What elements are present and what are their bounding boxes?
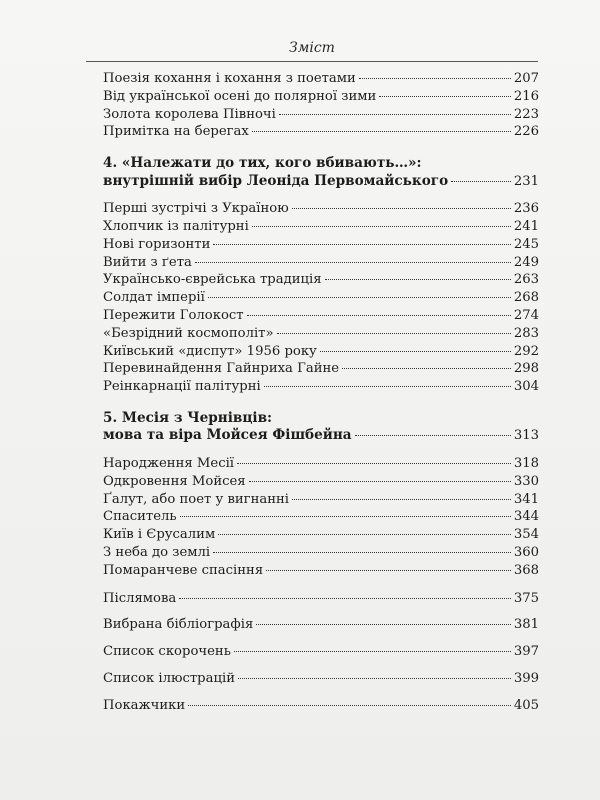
- toc-entry-title: Список скорочень: [103, 644, 231, 660]
- dot-leader: [320, 350, 511, 352]
- dot-leader: [252, 130, 511, 132]
- table-of-contents: [103, 70, 539, 724]
- dot-leader: [234, 650, 511, 652]
- header-rule: [86, 61, 538, 62]
- dot-leader: [238, 677, 511, 679]
- toc-entry-title: Ґалут, або поет у вигнанні: [103, 491, 290, 507]
- toc-entry-page: 341: [513, 491, 539, 507]
- dot-leader: [237, 462, 511, 464]
- toc-entry[interactable]: [103, 643, 539, 661]
- dot-leader: [208, 296, 511, 298]
- toc-entry-title: Пережити Голокост: [103, 307, 244, 323]
- toc-entry-page: 318: [513, 455, 539, 471]
- toc-entry-page: 368: [513, 562, 539, 578]
- chapter-page: 313: [513, 428, 539, 444]
- toc-entry-title: Солдат імперії: [103, 290, 205, 306]
- dot-leader: [264, 385, 511, 387]
- toc-group-1: [103, 70, 539, 141]
- toc-entry[interactable]: [103, 289, 539, 307]
- dot-leader: [359, 77, 511, 79]
- toc-entry-page: 292: [513, 343, 539, 359]
- chapter-title-line1: 5. Месія з Чернівців:: [103, 409, 273, 426]
- toc-entry-title: Одкровення Мойсея: [103, 473, 246, 489]
- toc-entry[interactable]: [103, 378, 539, 396]
- dot-leader: [292, 498, 511, 500]
- toc-entry-page: 226: [513, 124, 539, 140]
- toc-entry[interactable]: [103, 473, 539, 491]
- dot-leader: [179, 597, 511, 599]
- toc-entry-title: Реінкарнації палітурні: [103, 379, 261, 395]
- dot-leader: [195, 261, 511, 263]
- toc-entry[interactable]: [103, 670, 539, 688]
- toc-entry-title: Київ і Єрусалим: [103, 527, 216, 543]
- toc-entry-page: 330: [513, 473, 539, 489]
- toc-entry[interactable]: [103, 218, 539, 236]
- chapter-title-line2-row: [103, 173, 539, 191]
- dot-leader: [252, 225, 511, 227]
- toc-entry-title: Перевинайдення Гайнриха Гайне: [103, 361, 340, 377]
- toc-entry[interactable]: [103, 70, 539, 88]
- toc-entry[interactable]: [103, 526, 539, 544]
- dot-leader: [325, 278, 511, 280]
- toc-entry[interactable]: [103, 343, 539, 361]
- toc-entry[interactable]: [103, 254, 539, 272]
- dot-leader: [218, 533, 511, 535]
- toc-back-matter: [103, 590, 539, 715]
- toc-entry[interactable]: [103, 236, 539, 254]
- toc-entry[interactable]: [103, 616, 539, 634]
- toc-entry-page: 216: [513, 88, 539, 104]
- dot-leader: [188, 704, 511, 706]
- toc-entry-title: Київський «диспут» 1956 року: [103, 343, 317, 359]
- toc-entry-title: Поезія кохання і кохання з поетами: [103, 71, 356, 86]
- toc-entry-page: 375: [513, 590, 539, 606]
- toc-entry-title: Від української осені до полярної зими: [103, 88, 377, 104]
- toc-entry-page: 405: [513, 697, 539, 713]
- toc-entry[interactable]: [103, 200, 539, 218]
- toc-entry-page: 360: [513, 544, 539, 560]
- toc-entry[interactable]: [103, 325, 539, 343]
- chapter-title-line2-row: [103, 427, 539, 445]
- toc-entry[interactable]: [103, 106, 539, 124]
- toc-entry-title: Спаситель: [103, 509, 177, 525]
- toc-entry-page: 223: [513, 106, 539, 122]
- toc-entry-title: Українсько-єврейська традиція: [103, 272, 322, 288]
- running-header: Зміст: [289, 40, 335, 56]
- toc-entry[interactable]: [103, 590, 539, 608]
- dot-leader: [266, 569, 511, 571]
- toc-entry-page: 381: [513, 617, 539, 633]
- toc-entry-page: 354: [513, 527, 539, 543]
- chapter-5-heading[interactable]: [103, 410, 539, 445]
- toc-entry-page: 245: [513, 236, 539, 252]
- dot-leader: [277, 332, 511, 334]
- toc-entry[interactable]: [103, 697, 539, 715]
- dot-leader: [355, 434, 511, 436]
- toc-entry[interactable]: [103, 562, 539, 580]
- toc-entry-page: 274: [513, 307, 539, 323]
- toc-group-3: [103, 455, 539, 580]
- toc-entry-title: «Безрідний космополіт»: [103, 325, 274, 341]
- chapter-title-line2: внутрішній вибір Леоніда Первомайського: [103, 172, 449, 189]
- toc-entry-title: Перші зустрічі з Україною: [103, 201, 289, 217]
- toc-entry[interactable]: [103, 307, 539, 325]
- dot-leader: [180, 515, 511, 517]
- toc-entry-page: 399: [513, 670, 539, 686]
- dot-leader: [249, 480, 511, 482]
- toc-entry-page: 304: [513, 379, 539, 395]
- dot-leader: [256, 623, 511, 625]
- toc-entry-title: Вийти з ґета: [103, 254, 192, 270]
- toc-entry-title: Хлопчик із палітурні: [103, 218, 249, 234]
- toc-entry-title: Список ілюстрацій: [103, 670, 235, 686]
- chapter-title-line1: 4. «Належати до тих, кого вбивають…»:: [103, 155, 422, 172]
- toc-entry[interactable]: [103, 123, 539, 141]
- toc-entry-title: Вибрана бібліографія: [103, 617, 254, 633]
- dot-leader: [279, 113, 511, 115]
- toc-entry-title: Покажчики: [103, 697, 186, 713]
- toc-entry-page: 397: [513, 644, 539, 660]
- toc-entry[interactable]: [103, 491, 539, 509]
- chapter-title-line2: мова та віра Мойсея Фішбейна: [103, 427, 352, 444]
- toc-entry[interactable]: [103, 88, 539, 106]
- toc-entry-page: 283: [513, 325, 539, 341]
- toc-entry-page: 241: [513, 218, 539, 234]
- toc-entry-title: Помаранчеве спасіння: [103, 562, 264, 578]
- toc-entry-title: З неба до землі: [103, 544, 211, 560]
- toc-entry[interactable]: [103, 360, 539, 378]
- dot-leader: [213, 551, 511, 553]
- toc-entry-page: 263: [513, 272, 539, 288]
- toc-entry-page: 236: [513, 201, 539, 217]
- toc-entry[interactable]: [103, 544, 539, 562]
- dot-leader: [292, 207, 511, 209]
- dot-leader: [379, 95, 511, 97]
- toc-entry-title: Народження Месії: [103, 455, 235, 471]
- toc-entry-title: Нові горизонти: [103, 236, 211, 252]
- dot-leader: [342, 367, 511, 369]
- toc-entry[interactable]: [103, 508, 539, 526]
- chapter-page: 231: [513, 173, 539, 189]
- dot-leader: [451, 180, 511, 182]
- toc-entry-page: 207: [513, 71, 539, 86]
- dot-leader: [247, 314, 511, 316]
- chapter-4-heading[interactable]: [103, 155, 539, 190]
- toc-entry-page: 298: [513, 361, 539, 377]
- toc-entry-page: 249: [513, 254, 539, 270]
- toc-entry-title: Примітка на берегах: [103, 124, 249, 140]
- toc-entry[interactable]: [103, 455, 539, 473]
- dot-leader: [213, 243, 510, 245]
- toc-entry-title: Золота королева Півночі: [103, 106, 276, 122]
- toc-entry-page: 268: [513, 290, 539, 306]
- toc-group-2: [103, 200, 539, 396]
- toc-entry-page: 344: [513, 509, 539, 525]
- toc-entry[interactable]: [103, 271, 539, 289]
- toc-entry-title: Післямова: [103, 590, 177, 606]
